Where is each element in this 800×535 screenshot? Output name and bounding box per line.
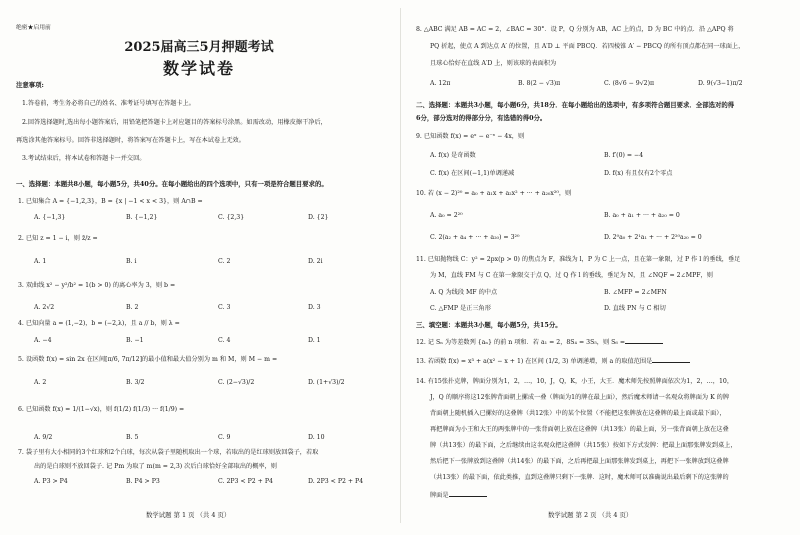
footer-page-1: 数学试题 第 1 页 （共 4 页）	[146, 511, 231, 519]
q6-option-b: B. 5	[126, 434, 139, 441]
exam-title: 2025届高三5月押题考试	[124, 40, 274, 55]
page-2	[408, 0, 794, 535]
note-item: 1.答卷前，考生务必将自己的姓名、准考证号填写在答题卡上。	[22, 100, 195, 107]
q2-option-c: C. 2	[218, 258, 231, 265]
q5-stem: 5. 设函数 f(x) = sin 2x 在区间[π/6, 7π/12]的最小值和最大值分别为 m 和 M，则 M − m =	[18, 356, 278, 363]
footer-page-2: 数学试题 第 2 页 （共 4 页）	[548, 511, 633, 519]
q7-option-c: C. 2P3 < P2 + P4	[218, 478, 273, 485]
q7-option-b: B. P4 > P3	[126, 478, 160, 485]
q13-text: 13. 若函数 f(x) = x³ + a(x² − x + 1) 在区间 (1/2, 3) 单调递增，则 a 的取值范围是	[416, 358, 653, 365]
section3-heading: 三、填空题：本题共3小题，每小题5分，共15分。	[416, 321, 562, 329]
q14-line: J，Q 的顺序将这12张牌背面朝上摞成一叠（牌面为1的牌在最上面），然后魔术师请一名观众将牌面为 K 的牌	[430, 394, 730, 401]
q9-option-d: D. f(x) 有且仅有2个零点	[604, 170, 673, 177]
section1-heading: 一、选择题：本题共8小题，每小题5分，共40分。在每小题给出的四个选项中，只有一项是符合题目要求的。	[16, 180, 328, 188]
q12-answer-blank[interactable]	[625, 337, 663, 344]
note-item: 再选涂其他答案标号。回答非选择题时，将答案写在答题卡上，写在本试卷上无效。	[16, 137, 245, 144]
q10-option-a: A. a₀ = 2²⁰	[430, 212, 463, 219]
q11-stem: 11. 已知抛物线 C：y² = 2px(p > 0) 的焦点为 F，准线为 l，P 为 C 上一点，且在第一象限，过 P 作 l 的垂线，垂足	[416, 256, 741, 263]
q6-stem: 6. 已知函数 f(x) = 1/(1−√x)，则 f(1/2) f(1/3) ··· f(1/9) =	[18, 406, 185, 413]
q8-option-d: D. 9(√3−1)π/2	[698, 80, 743, 87]
q8-stem: 8. △ABC 满足 AB = AC = 2，∠BAC = 30°．设 P，Q 分别为 AB，AC 上的点，D 为 BC 中的点．沿 △APQ 将	[416, 26, 734, 33]
page-divider	[400, 8, 401, 523]
q1-stem: 1. 已知集合 A = {−1,2,3}，B = {x | −1 < x < 3}，则 A∩B =	[18, 198, 203, 205]
note-item: 2.回答选择题时,选出每小题答案后，用铅笔把答题卡上对应题目的答案标号涂黑。如需改动，用橡皮擦干净后，	[22, 119, 327, 126]
q14-line: 14. 有15张扑克牌，牌面分别为1，2，…，10，J，Q，K，小王，大王．魔术师先按照牌面依次为1，2，…，10，	[416, 378, 734, 385]
q3-option-a: A. 2√2	[34, 304, 55, 311]
q1-option-a: A. {−1,3}	[34, 214, 66, 221]
q8-option-c: C. (8√6 − 9√2)π	[604, 80, 655, 87]
q7-stem: 7. 袋子里有大小相同的3个红球和2个白球，每次从袋子里随机取出一个球，若取出的是红球则放回袋子，若取	[18, 449, 319, 456]
q2-option-a: A. 1	[34, 258, 47, 265]
subject-title: 数学试卷	[162, 59, 235, 78]
q3-option-d: D. 3	[308, 304, 321, 311]
q8-option-b: B. 8(2 − √3)π	[518, 80, 561, 87]
q1-option-b: B. {−1,2}	[126, 214, 158, 221]
q10-option-d: D. 2⁰a₀ + 2¹a₁ + ··· + 2²⁰a₂₀ = 0	[604, 234, 702, 241]
q5-option-b: B. 3/2	[126, 379, 145, 386]
q5-option-a: A. 2	[34, 379, 47, 386]
section2-heading: 二、选择题：本题共3小题，每小题6分，共18分．在每小题给出的选项中，有多项符合题目要求．全部选对的得	[416, 101, 735, 109]
q14-last-line	[430, 490, 487, 500]
section2-heading-line2: 6分，部分选对的得部分分，有选错的得0分。	[416, 114, 547, 122]
q14-line: 然后把下一张牌放到这叠牌（共14张）的最下面，之后再把最上面那张牌发到桌上，再把下一张牌放到这叠牌	[430, 458, 729, 465]
q1-option-d: D. {2}	[308, 214, 329, 221]
q10-stem: 10. 若 (x − 2)²⁰ = a₀ + a₁x + a₂x² + ··· + a₂₀x²⁰，则	[416, 190, 572, 197]
q5-option-d: D. (1+√3)/2	[308, 379, 345, 386]
q4-option-a: A. −4	[34, 337, 52, 344]
q4-option-c: C. 4	[218, 337, 231, 344]
page-1	[6, 0, 392, 535]
q12-stem	[416, 337, 663, 347]
q3-option-b: B. 2	[126, 304, 139, 311]
q14-line: （共13张）的最下面，依此类推，直到这叠牌只剩下一张牌．这时，魔术师可以准确说出最后剩下的这张牌的	[430, 474, 729, 481]
q4-option-d: D. 1	[308, 337, 321, 344]
q9-option-b: B. f′(0) = −4	[604, 152, 644, 159]
q14-line: 牌（共13张）的最下面，之后继续由这名观众把这叠牌（共15张）按如下方式发牌：把最上面那张牌发到桌上，	[430, 442, 737, 449]
q6-option-c: C. 9	[218, 434, 231, 441]
q13-stem	[416, 356, 690, 366]
q6-option-d: D. 10	[308, 434, 325, 441]
notes-heading: 注意事项:	[16, 81, 44, 89]
q11-stem-line2: 为 M，直线 FM 与 C 在第一象限交于点 Q，过 Q 作 l 的垂线，垂足为 N，且 ∠NQF = 2∠MPF，则	[430, 272, 713, 279]
q1-option-c: C. {2,3}	[218, 214, 245, 221]
q14-line: 背面朝上随机插入已摞好的这叠牌（共12张）中的某个位置（不能把这张牌放在这叠牌的最上面或最下面），	[430, 410, 726, 417]
q14-line: 再把牌面为小王和大王的两张牌中的一张背面朝上放在这叠牌（共13张）的最上面，另一张背面朝上放在这叠	[430, 426, 729, 433]
q2-option-b: B. i	[126, 258, 137, 265]
q9-stem: 9. 已知函数 f(x) = eˣ − e⁻ˣ − 4x，则	[416, 133, 525, 140]
q14-text: 牌面是	[430, 492, 449, 499]
q6-option-a: A. 9/2	[34, 434, 53, 441]
note-item: 3.考试结束后，将本试卷和答题卡一并交回。	[22, 155, 146, 162]
q9-option-a: A. f(x) 是奇函数	[430, 152, 476, 159]
q8-stem-line2: PQ 折起，使点 A 到达点 A′ 的位置，且 A′D ⊥ 平面 PBCQ．若四棱锥 A′ − PBCQ 的所有顶点都在同一球面上，	[430, 43, 745, 50]
q7-option-a: A. P3 > P4	[34, 478, 68, 485]
q11-option-b: B. ∠MFP = 2∠MFN	[604, 289, 667, 296]
q3-option-c: C. 3	[218, 304, 231, 311]
q13-answer-blank[interactable]	[652, 356, 690, 363]
q8-option-a: A. 12π	[430, 80, 451, 87]
q10-option-b: B. a₀ + a₁ + ··· + a₂₀ = 0	[604, 212, 680, 219]
q3-stem: 3. 双曲线 x² − y²/b² = 1(b > 0) 的离心率为 3，则 b =	[18, 282, 176, 289]
q11-option-a: A. Q 为线段 MF 的中点	[430, 289, 498, 296]
q10-option-c: C. 2(a₂ + a₄ + ··· + a₂₀) = 3²⁰	[430, 234, 520, 241]
q12-text: 12. 记 Sₙ 为等差数列 {aₙ} 的前 n 项和．若 a₁ = 2，8S₄ = 3S₅，则 S₆ =	[416, 339, 626, 346]
q7-option-d: D. 2P3 < P2 + P4	[308, 478, 364, 485]
q11-option-d: D. 直线 PN 与 C 相切	[604, 305, 666, 312]
q11-option-c: C. △FMP 是正三角形	[430, 305, 491, 312]
q2-stem: 2. 已知 z = 1 − i，则 z̄/z =	[18, 235, 98, 242]
q14-answer-blank[interactable]	[449, 490, 487, 497]
q9-option-c: C. f(x) 在区间(−1,1)单调递减	[430, 170, 515, 177]
q8-stem-line3: 且球心恰好在直线 A′D 上，则该球的表面积为	[430, 60, 557, 67]
q2-option-d: D. 2i	[308, 258, 323, 265]
secret-tag: 绝密★启用前	[16, 25, 51, 31]
q5-option-c: C. (2−√3)/2	[218, 379, 255, 386]
q7-stem-line2: 出的是白球则不放回袋子. 记 Pm 为取了 m(m = 2,3) 次后白球恰好全部取出的概率，则	[34, 463, 277, 470]
q4-option-b: B. −1	[126, 337, 144, 344]
q4-stem: 4. 已知向量 a = (1,−2)，b = (−2,λ)，且 a // b，则 λ =	[18, 320, 180, 327]
